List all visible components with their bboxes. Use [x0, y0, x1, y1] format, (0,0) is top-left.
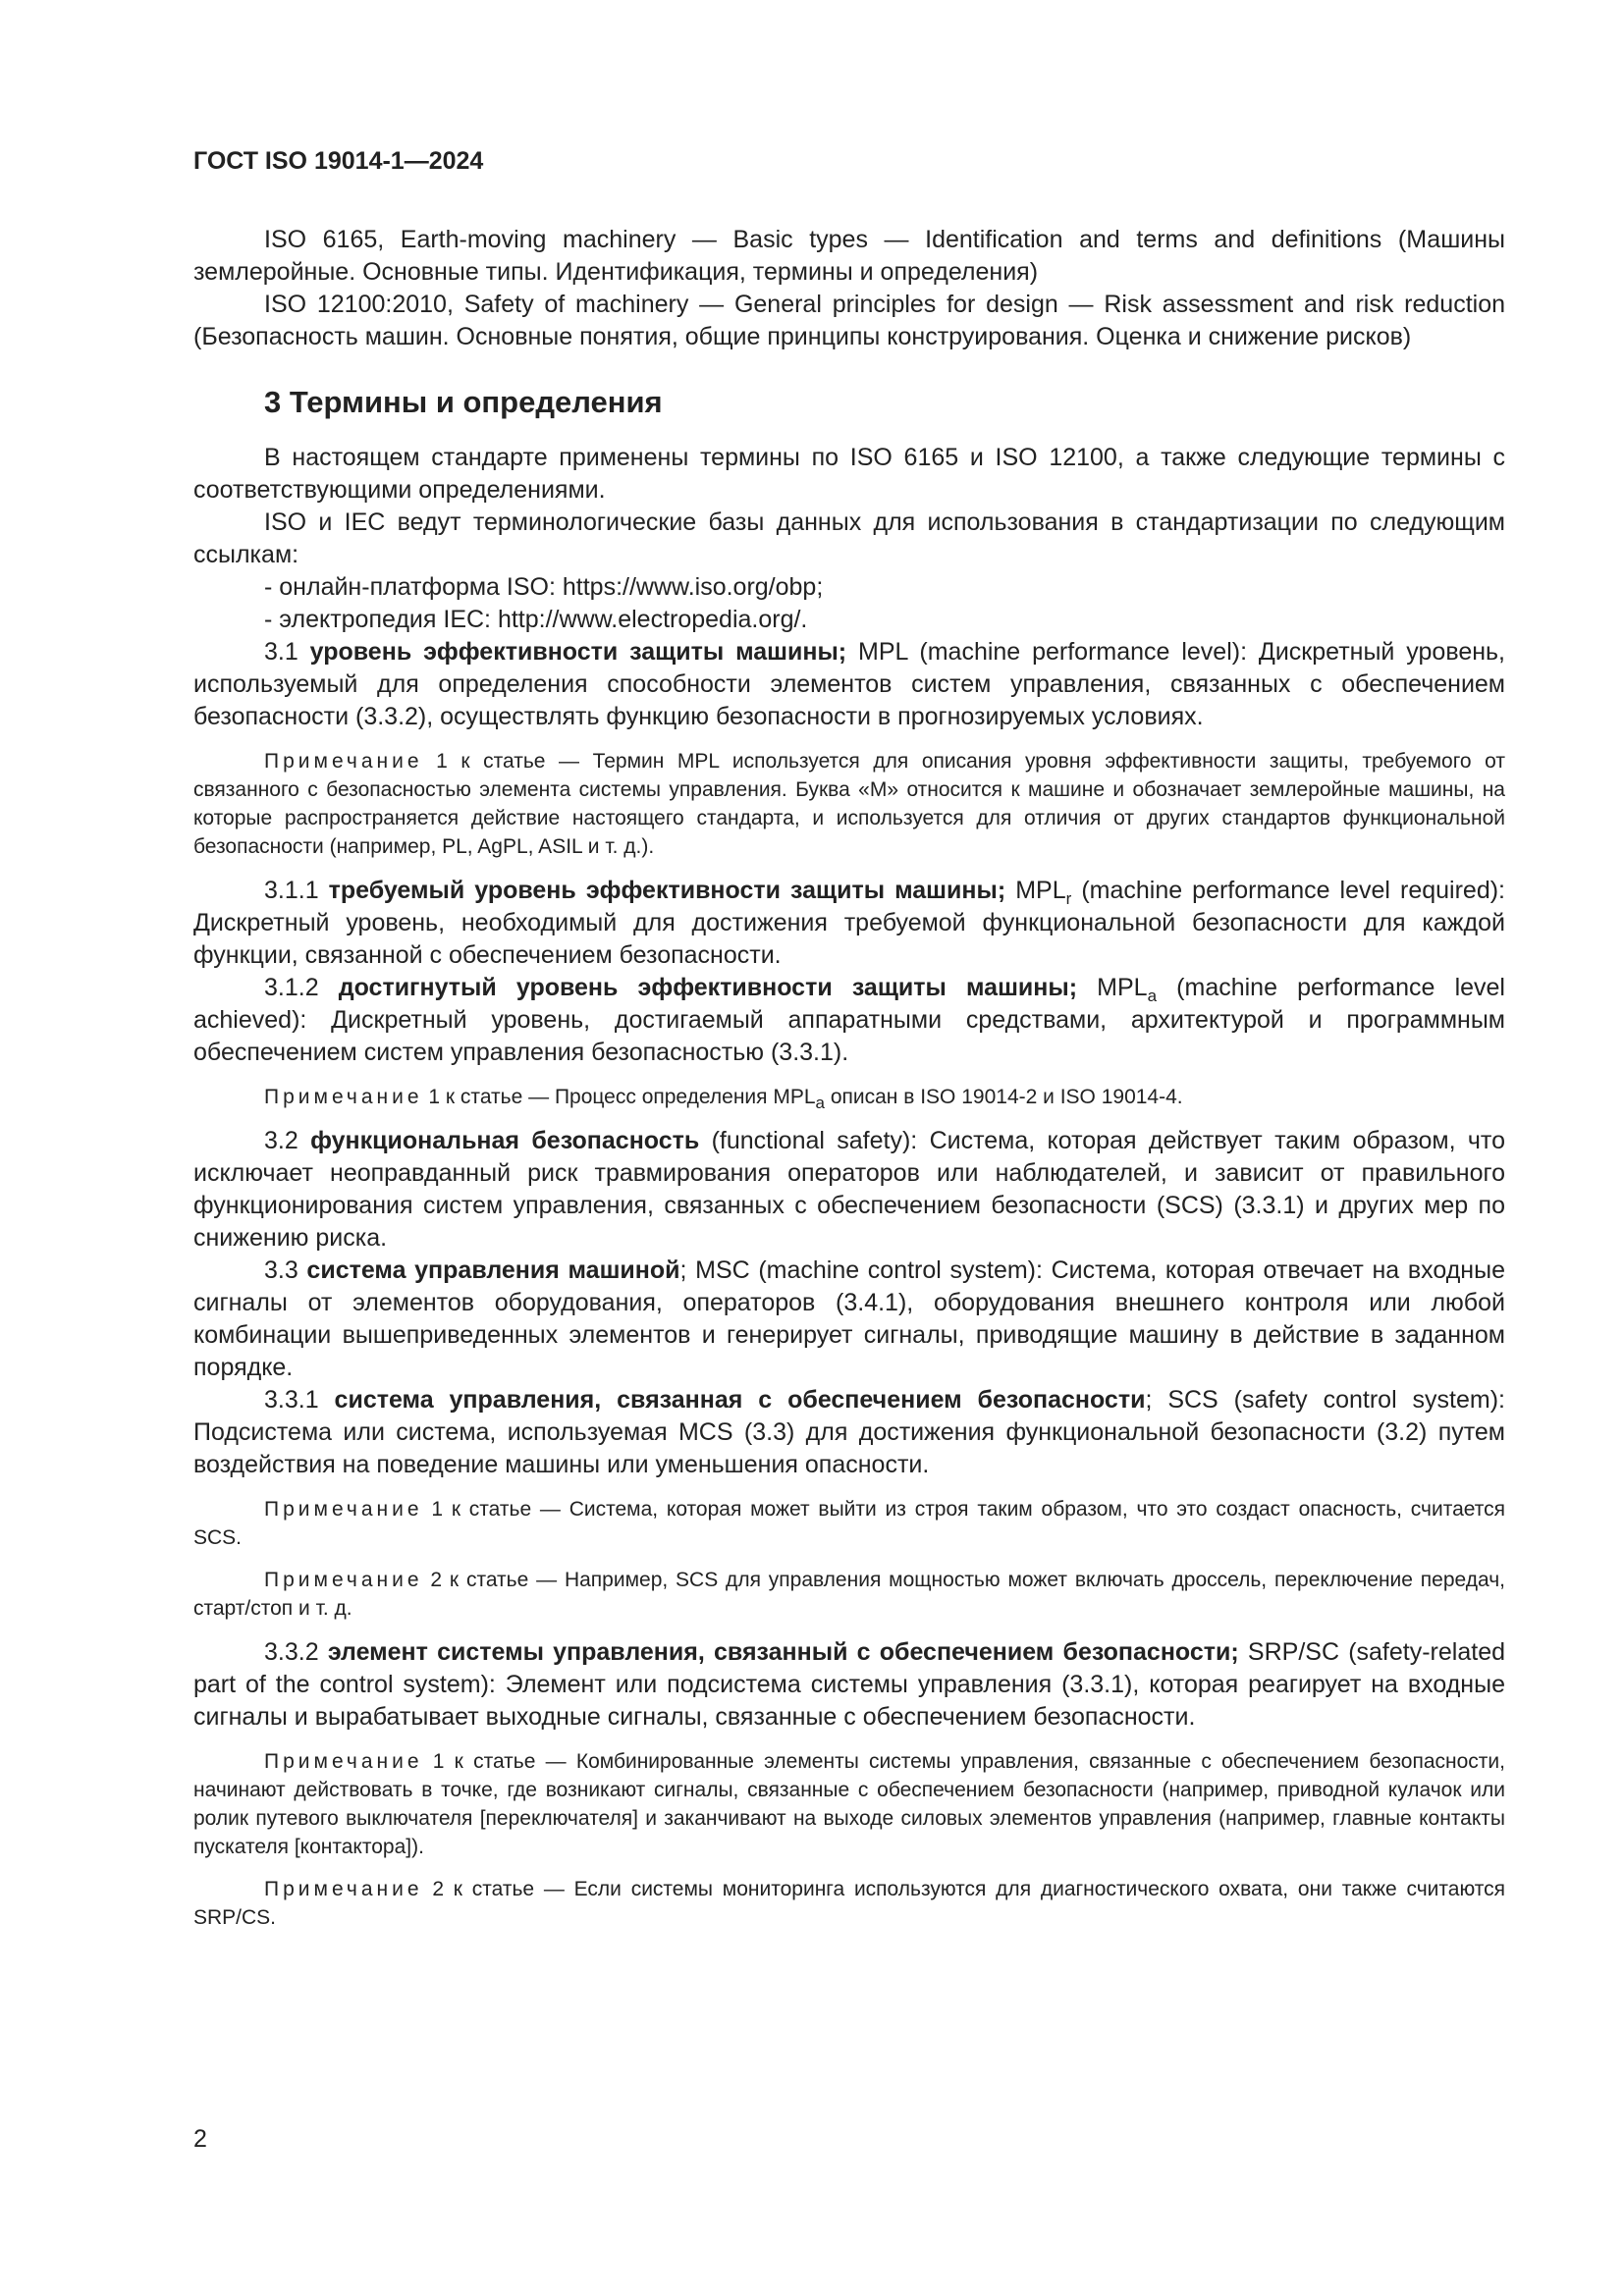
term-definition: (functional safety): Система, которая действует таким образом, что исключает неоправданный риск травмирования операторов или наблюдателей, и зависит от правильного функционирования систем управления, связанных с обеспечением безопасности (SCS) (3.3.1) и других мер по снижению риска. [193, 1127, 1505, 1252]
link-iec-electropedia: - электропедия IEC: http://www.electropedia.org/. [264, 606, 808, 633]
term-number: 3.1 [264, 638, 298, 666]
term-3-3-1 [193, 1384, 1505, 1481]
term-abbreviation: MPL [1005, 877, 1066, 904]
note-subscript: a [815, 1094, 825, 1113]
term-title: требуемый уровень эффективности защиты машины; [328, 877, 1006, 904]
note-text: 1 к статье — Система, которая может выйти из строя таким образом, что это создаст опасность, считается SCS. [193, 1498, 1505, 1549]
term-title: достигнутый уровень эффективности защиты машины; [338, 974, 1078, 1001]
note-text: 1 к статье — Процесс определения MPL [422, 1086, 816, 1108]
term-3-1 [193, 636, 1505, 733]
note-3-1-2-1 [193, 1083, 1505, 1111]
note-3-1-1 [193, 747, 1505, 861]
term-definition: ; SCS (safety control system): Подсистема или система, используемая MCS (3.3) для достижения функциональной безопасности (3.2) путем воздействия на поведение машины или уменьшения опасности. [193, 1386, 1506, 1478]
term-number: 3.2 [264, 1127, 298, 1154]
note-label: Примечание [264, 1086, 423, 1108]
note-text: 1 к статье — Комбинированные элементы системы управления, связанные с обеспечением безопасности, начинают действовать в точке, где возникают сигналы, связанные с обеспечением безопасности (например, приводной кулачок или ролик путевого выключателя [переключателя] и заканчивают на выходе силовых элементов управления (например, главные контакты пускателя [контактора]). [193, 1750, 1505, 1858]
note-3-3-2-2 [193, 1875, 1505, 1932]
term-definition: SRP/SC (safety-related part of the control system): Элемент или подсистема системы управления (3.3.1), которая реагирует на входные сигналы и вырабатывает выходные сигналы, связанные с обеспечением безопасности. [193, 1638, 1505, 1731]
term-definition: MPL (machine performance level): Дискретный уровень, используемый для определения способности элементов систем управления, связанных с обеспечением безопасности (3.3.2), осуществлять функцию безопасности в прогнозируемых условиях. [193, 638, 1505, 730]
term-number: 3.1.1 [264, 877, 319, 904]
term-definition: (machine performance level required): Дискретный уровень, необходимый для достижения требуемой функциональной безопасности для каждой функции, связанной с обеспечением безопасности. [193, 877, 1505, 969]
note-label: Примечание [264, 750, 423, 773]
term-number: 3.3.2 [264, 1638, 319, 1666]
term-title: система управления, связанная с обеспечением безопасности [334, 1386, 1146, 1414]
term-definition: ; MSC (machine control system): Система, которая отвечает на входные сигналы от элементов оборудования, операторов (3.4.1), оборудования внешнего контроля или любой комбинации вышеприведенных элементов и генерирует сигналы, приводящие машину в действие в заданном порядке. [193, 1256, 1505, 1381]
note-text: 1 к статье — Термин MPL используется для описания уровня эффективности защиты, требуемого от связанного с безопасностью элемента системы управления. Буква «М» относится к машине и обозначает землеройные машины, на которые распространяется действие настоящего стандарта, и используется для отличия от других стандартов функциональной безопасности (например, PL, AgPL, ASIL и т. д.). [193, 750, 1505, 858]
note-3-3-1-1 [193, 1495, 1505, 1552]
term-abbreviation: MPL [1077, 974, 1148, 1001]
note-label: Примечание [264, 1878, 423, 1900]
terminology-db-paragraph: ISO и IEC ведут терминологические базы данных для использования в стандартизации по следующим ссылкам: [193, 508, 1505, 568]
term-number: 3.3 [264, 1256, 298, 1284]
page-number: 2 [193, 2125, 207, 2153]
term-3-1-2 [193, 972, 1505, 1069]
term-number: 3.1.2 [264, 974, 319, 1001]
note-label: Примечание [264, 1498, 423, 1521]
reference-iso-6165: ISO 6165, Earth-moving machinery — Basic types — Identification and terms and definitions (Машины землеройные. Основные типы. Идентификация, термины и определения) [193, 226, 1505, 286]
note-text-end: описан в ISO 19014-2 и ISO 19014-4. [825, 1086, 1183, 1108]
term-3-3-2 [193, 1636, 1505, 1734]
term-title: система управления машиной [306, 1256, 680, 1284]
term-number: 3.3.1 [264, 1386, 319, 1414]
section-title: 3 Термины и определения [264, 385, 663, 419]
term-subscript: r [1065, 889, 1072, 908]
intro-paragraph: В настоящем стандарте применены термины по ISO 6165 и ISO 12100, а также следующие термины с соответствующими определениями. [193, 444, 1505, 504]
reference-iso-12100: ISO 12100:2010, Safety of machinery — General principles for design — Risk assessment and risk reduction (Безопасность машин. Основные понятия, общие принципы конструирования. Оценка и снижение рисков) [193, 291, 1505, 350]
note-3-3-1-2 [193, 1566, 1505, 1623]
term-subscript: a [1147, 987, 1158, 1005]
note-text: 2 к статье — Если системы мониторинга используются для диагностического охвата, они также считаются SRP/CS. [193, 1878, 1505, 1929]
note-text: 2 к статье — Например, SCS для управления мощностью может включать дроссель, переключение передач, старт/стоп и т. д. [193, 1569, 1505, 1620]
note-label: Примечание [264, 1569, 423, 1591]
term-title: функциональная безопасность [310, 1127, 700, 1154]
term-3-3 [193, 1255, 1505, 1384]
link-iso-obp: - онлайн-платформа ISO: https://www.iso.org/obp; [264, 573, 824, 601]
term-title: уровень эффективности защиты машины; [309, 638, 847, 666]
note-label: Примечание [264, 1750, 423, 1773]
term-3-1-1 [193, 875, 1505, 972]
term-3-2 [193, 1125, 1505, 1255]
term-title: элемент системы управления, связанный с обеспечением безопасности; [327, 1638, 1239, 1666]
document-header: ГОСТ ISO 19014-1—2024 [193, 147, 484, 175]
note-3-3-2-1 [193, 1747, 1505, 1861]
term-definition: (machine performance level achieved): Дискретный уровень, достигаемый аппаратными средствами, архитектурой и программным обеспечением систем управления безопасностью (3.3.1). [193, 974, 1505, 1066]
document-body [193, 224, 1505, 1946]
